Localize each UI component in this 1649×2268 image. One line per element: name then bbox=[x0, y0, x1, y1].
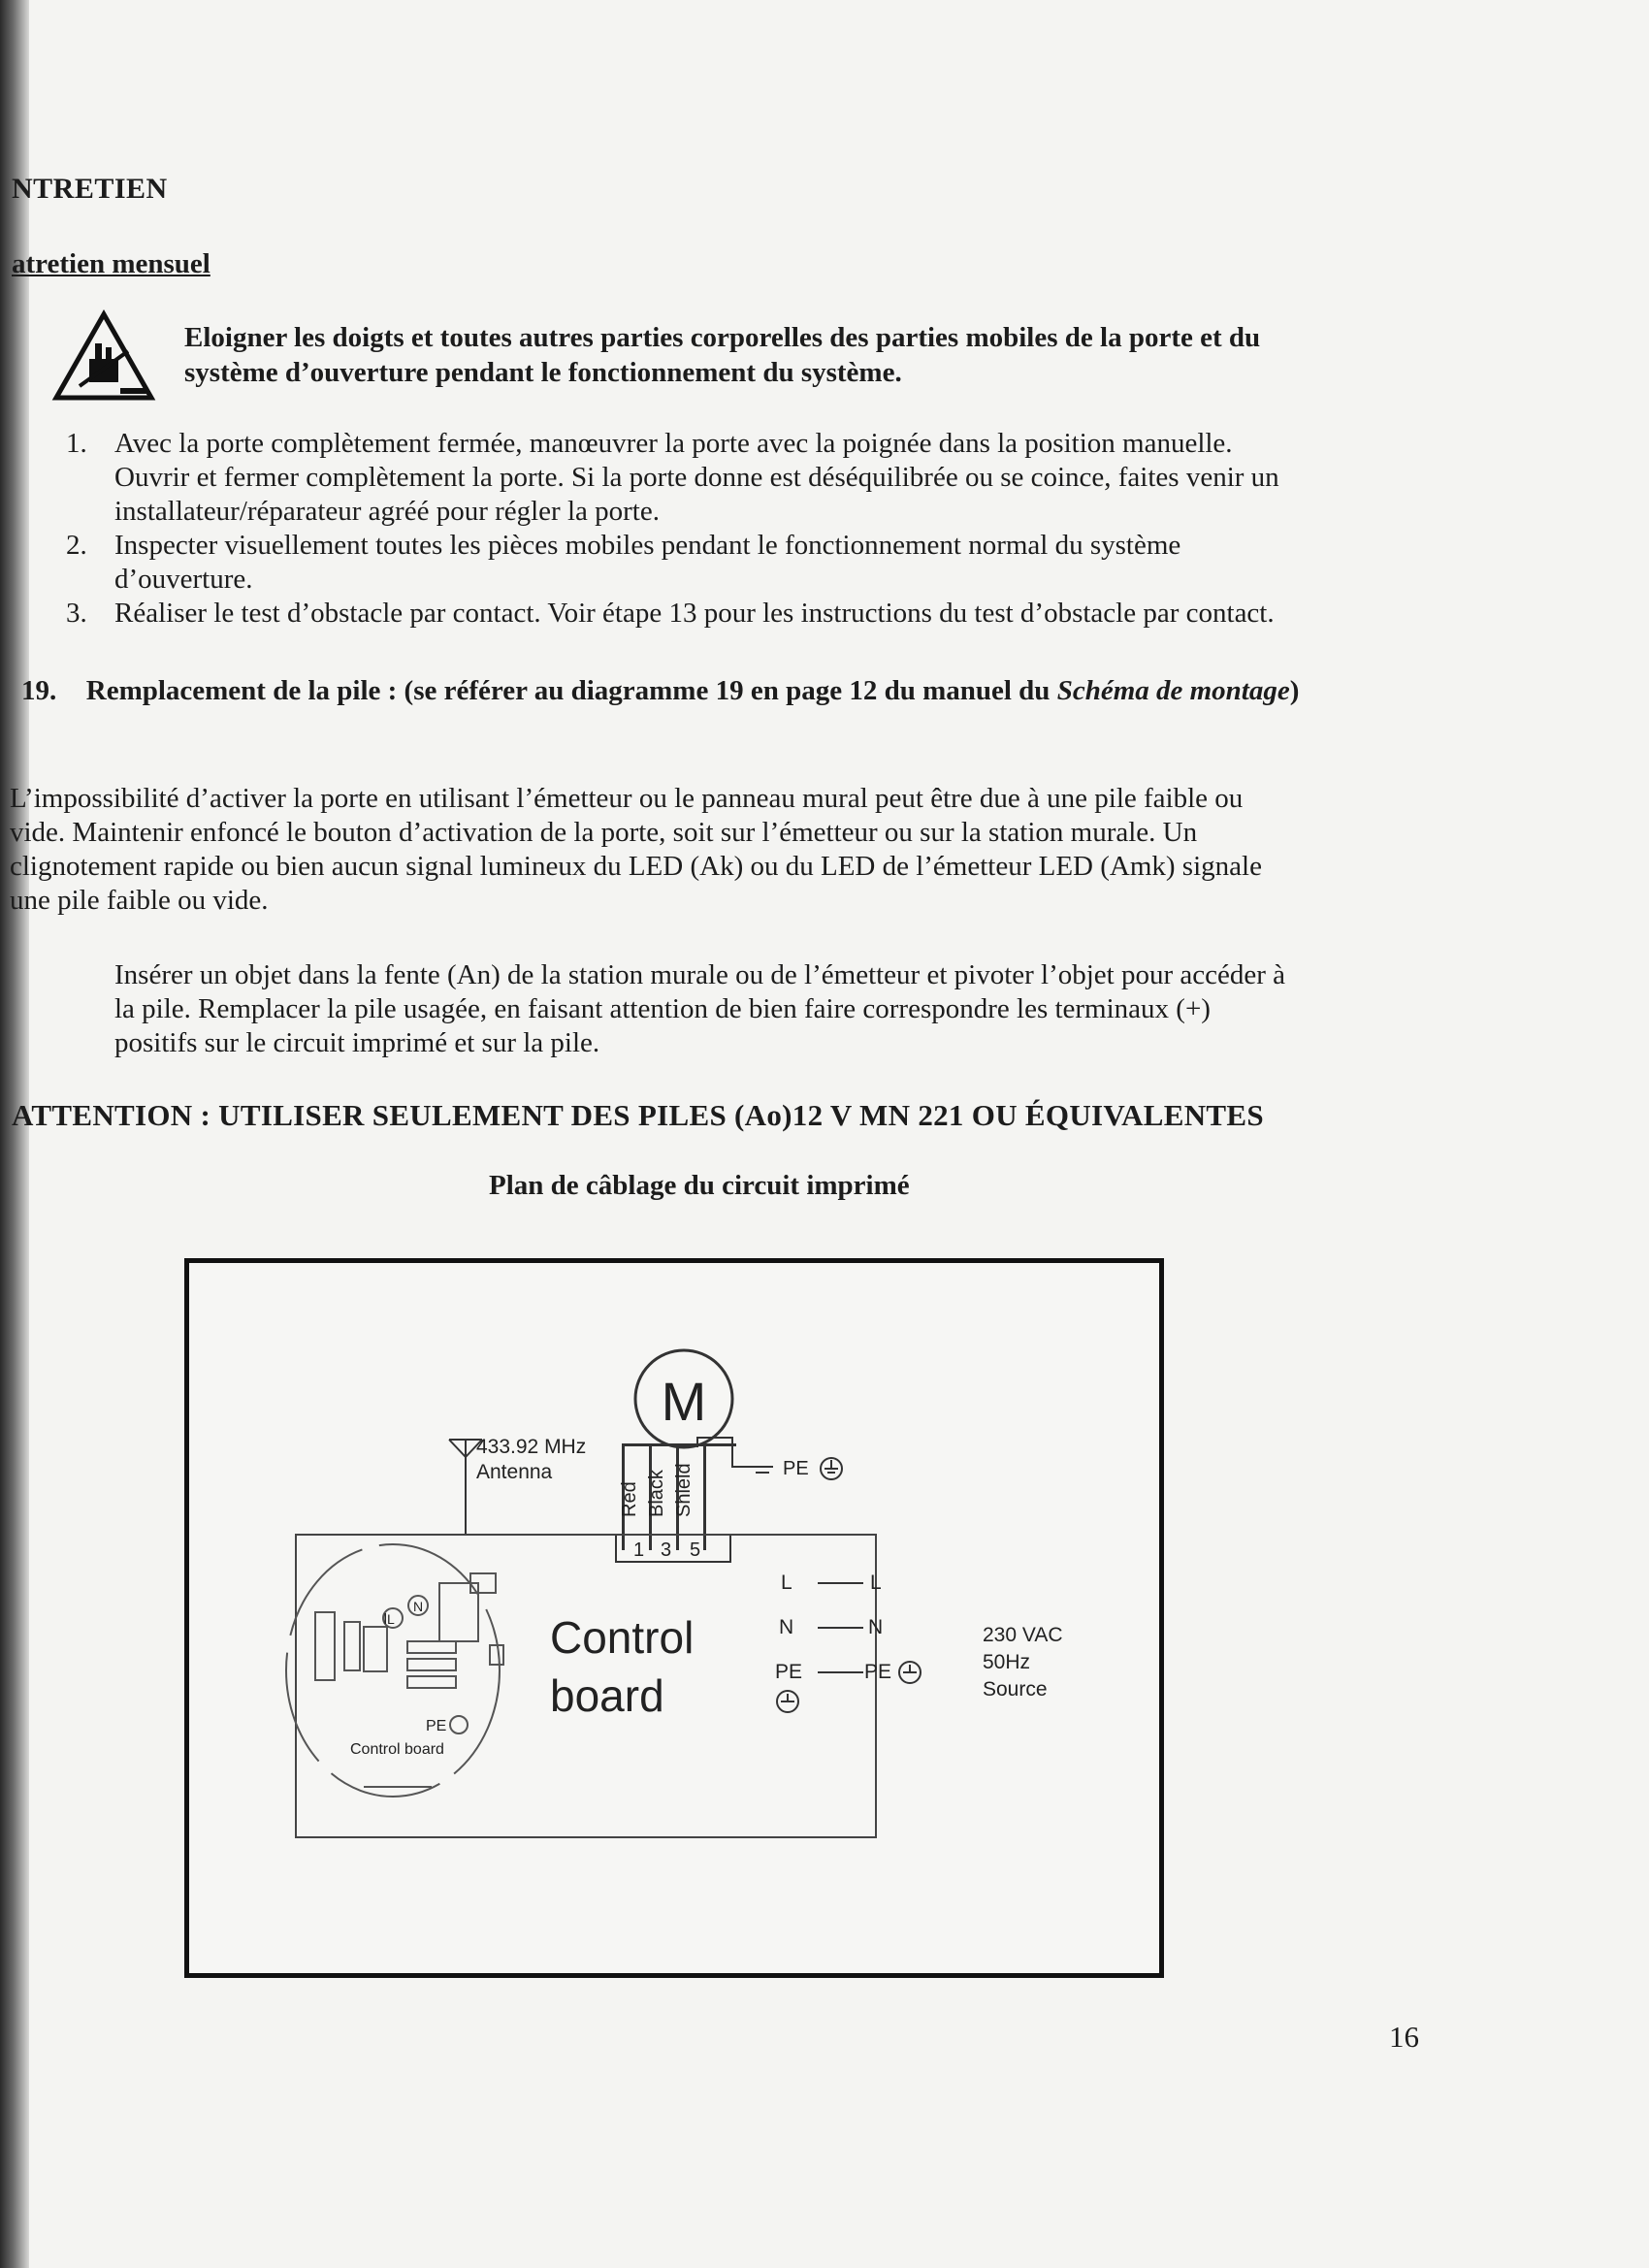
mains-terminal-pe: PE bbox=[864, 1661, 892, 1683]
motor-label: M bbox=[661, 1371, 707, 1432]
paragraph-line: vide. Maintenir enfoncé le bouton d’activation de la porte, soit sur l’émetteur ou sur la station murale. Un bbox=[10, 817, 1198, 848]
wiring-diagram bbox=[184, 1258, 1164, 1978]
antenna-label: Antenna bbox=[476, 1461, 553, 1483]
wire-label: Red bbox=[619, 1481, 640, 1517]
control-board-inset bbox=[286, 1544, 503, 1797]
inset-pe-label: PE bbox=[426, 1718, 447, 1734]
paragraph-line: une pile faible ou vide. bbox=[10, 885, 269, 916]
step-number: 3. bbox=[66, 598, 87, 629]
terminal-number: 3 bbox=[661, 1539, 672, 1561]
inset-label: Control board bbox=[350, 1741, 444, 1758]
step-item bbox=[66, 427, 1434, 529]
section-19-text: Remplacement de la pile : (se référer au diagramme 19 en page 12 du manuel du bbox=[85, 675, 1057, 706]
step-number: 1. bbox=[66, 428, 87, 459]
warning-text bbox=[184, 320, 1406, 390]
paragraph-line: Insérer un objet dans la fente (An) de la station murale ou de l’émetteur et pivoter l’objet pour accéder à bbox=[114, 959, 1286, 990]
warning-line-1: Eloigner les doigts et toutes autres parties corporelles des parties mobiles de la porte et du bbox=[184, 322, 1261, 353]
step-line: Avec la porte complètement fermée, manœuvrer la porte avec la poignée dans la position manuelle. bbox=[114, 428, 1233, 459]
diagram-caption: Plan de câblage du circuit imprimé bbox=[489, 1170, 910, 1201]
wire-label: Black bbox=[646, 1470, 667, 1517]
step-number: 2. bbox=[66, 530, 87, 561]
step-line: d’ouverture. bbox=[114, 564, 253, 595]
pe-top-label: PE bbox=[783, 1458, 809, 1479]
antenna-frequency: 433.92 MHz bbox=[476, 1436, 587, 1458]
step-line: Inspecter visuellement toutes les pièces mobiles pendant le fonctionnement normal du système bbox=[114, 530, 1181, 561]
board-terminal-n: N bbox=[779, 1616, 794, 1638]
mains-terminal-l: L bbox=[870, 1571, 882, 1594]
board-title-line-1: Control bbox=[550, 1612, 695, 1663]
section-19-italic: Schéma de montage bbox=[1056, 675, 1290, 706]
steps-list bbox=[66, 427, 1434, 631]
paragraph-line: la pile. Remplacer la pile usagée, en faisant attention de bien faire correspondre les terminaux (+) bbox=[114, 993, 1211, 1024]
section-title: NTRETIEN bbox=[12, 173, 168, 205]
inset-i-label: I bbox=[383, 1611, 388, 1628]
page-number: 16 bbox=[1389, 2020, 1419, 2054]
attention-notice: ATTENTION : UTILISER SEULEMENT DES PILES (Ao)12 V MN 221 OU ÉQUIVALENTES bbox=[12, 1098, 1264, 1132]
source-frequency: 50Hz bbox=[983, 1651, 1031, 1673]
paragraph-line: positifs sur le circuit imprimé et sur la pile. bbox=[114, 1027, 600, 1058]
warning-line-2: système d’ouverture pendant le fonctionnement du système. bbox=[184, 357, 902, 388]
inset-n-label: N bbox=[413, 1599, 424, 1614]
section-19-heading bbox=[21, 675, 1457, 707]
board-terminal-pe: PE bbox=[775, 1661, 803, 1683]
inset-l-label: L bbox=[387, 1611, 395, 1627]
section-subtitle: atretien mensuel bbox=[12, 248, 210, 279]
paragraph-line: clignotement rapide ou bien aucun signal lumineux du LED (Ak) ou du LED de l’émetteur LED (Amk) signale bbox=[10, 851, 1262, 882]
motor-symbol bbox=[635, 1350, 732, 1447]
board-title-line-2: board bbox=[550, 1670, 664, 1721]
section-19-close: ) bbox=[1289, 675, 1300, 706]
step-line: installateur/réparateur agréé pour régler la porte. bbox=[114, 496, 660, 527]
source-voltage: 230 VAC bbox=[983, 1624, 1063, 1646]
source-label: Source bbox=[983, 1678, 1048, 1701]
board-terminal-l: L bbox=[781, 1571, 792, 1594]
step-line: Réaliser le test d’obstacle par contact. Voir étape 13 pour les instructions du test d’obstacle par contact. bbox=[114, 598, 1275, 629]
section-19-number: 19. bbox=[21, 675, 57, 706]
wire-label: Shield bbox=[673, 1463, 695, 1517]
step-item bbox=[66, 529, 1434, 597]
step-item bbox=[66, 597, 1434, 631]
battery-paragraph bbox=[10, 782, 1445, 918]
mains-terminal-n: N bbox=[868, 1616, 884, 1638]
hand-pinch-warning-icon bbox=[50, 308, 157, 405]
replace-battery-paragraph bbox=[114, 958, 1472, 1060]
step-line: Ouvrir et fermer complètement la porte. Si la porte donne est déséquilibrée ou se coince, faites venir un bbox=[114, 462, 1279, 493]
terminal-number: 5 bbox=[690, 1539, 701, 1561]
binding-shadow bbox=[0, 0, 29, 2268]
paragraph-line: L’impossibilité d’activer la porte en utilisant l’émetteur ou le panneau mural peut être due à une pile faible ou bbox=[10, 783, 1244, 814]
terminal-number: 1 bbox=[633, 1539, 645, 1561]
